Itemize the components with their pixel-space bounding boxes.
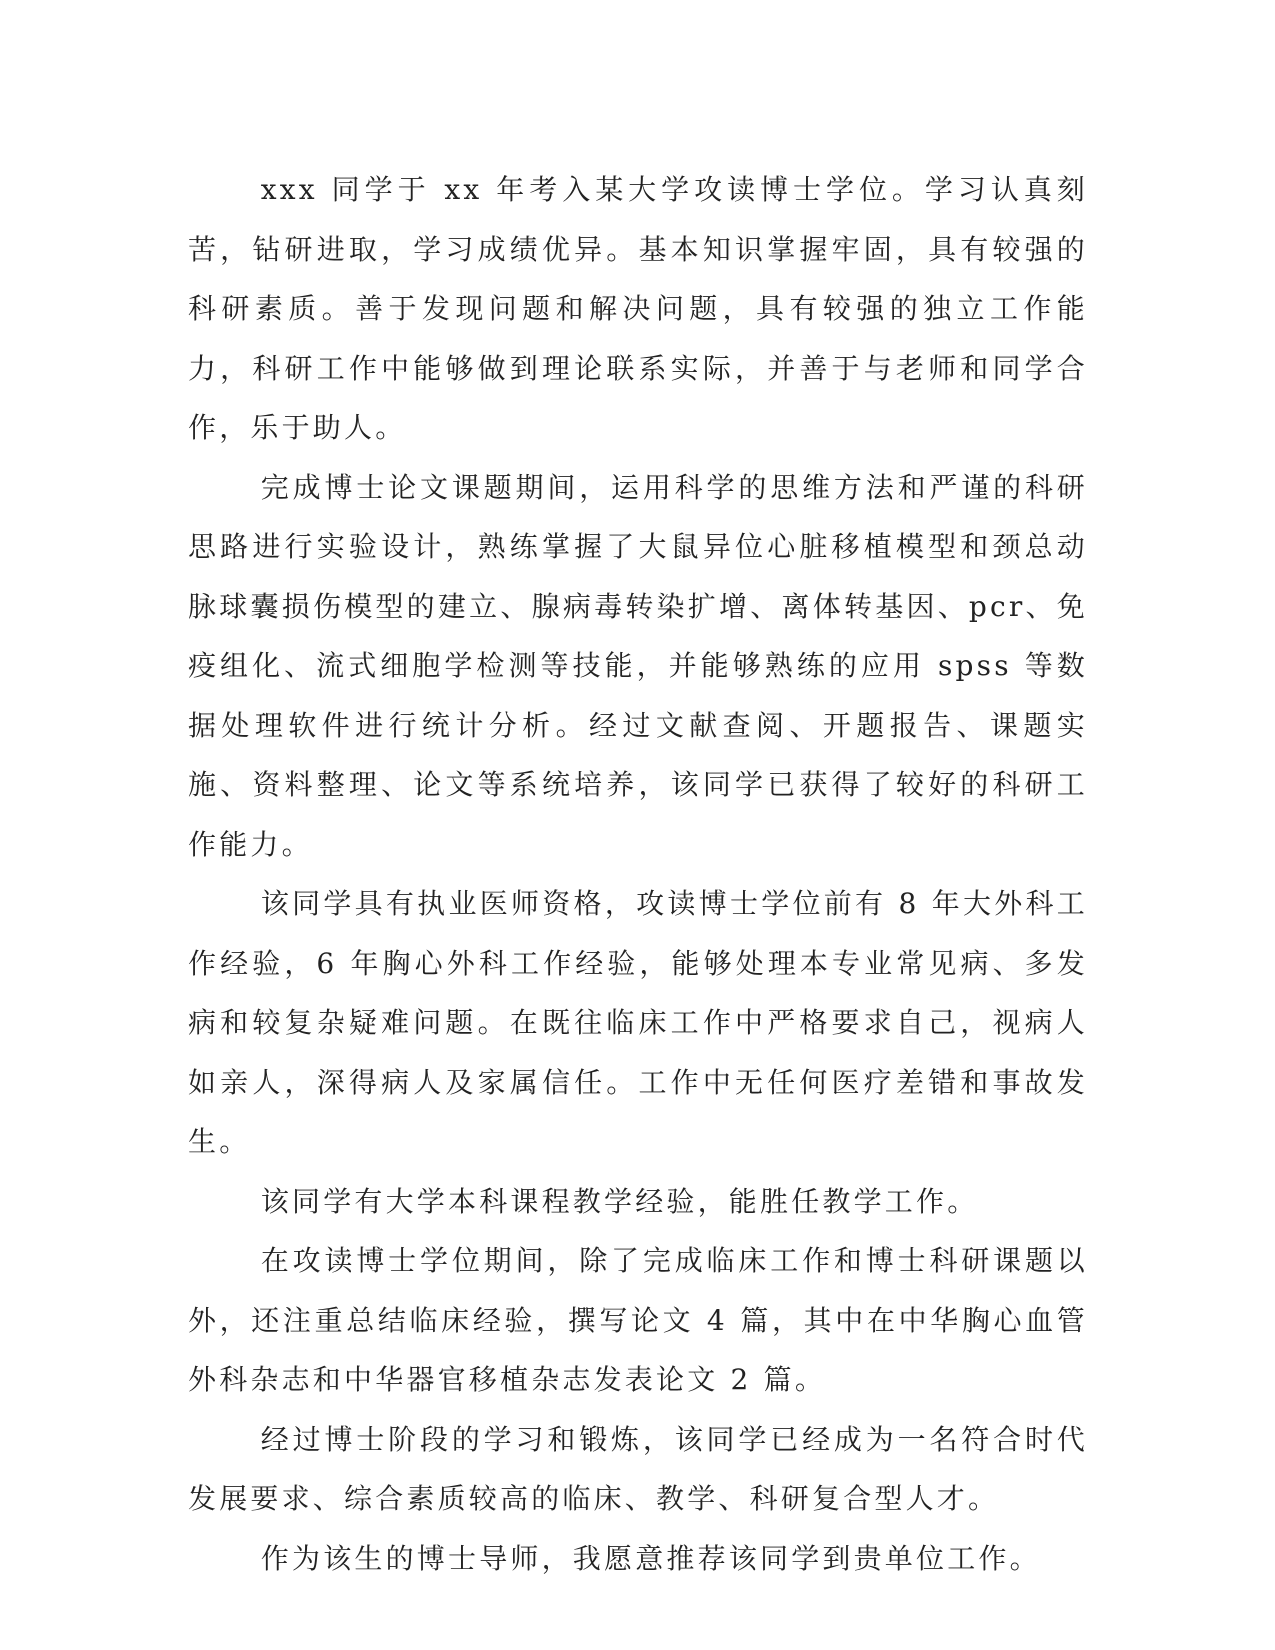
paragraph-clinical-experience: 该同学具有执业医师资格，攻读博士学位前有 8 年大外科工作经验，6 年胸心外科工作经验，能够处理本专业常见病、多发病和较复杂疑难问题。在既往临床工作中严格要求自己，视病人如亲人，深得病人及家属信任。工作中无任何医疗差错和事故发生。 <box>188 887 1088 1158</box>
paragraph-thesis-research: 完成博士论文课题期间，运用科学的思维方法和严谨的科研思路进行实验设计，熟练掌握了大鼠异位心脏移植模型和颈总动脉球囊损伤模型的建立、腺病毒转染扩增、离体转基因、pcr、免疫组化、流式细胞学检测等技能，并能够熟练的应用 spss 等数据处理软件进行统计分析。经过文献查阅、开题报告、课题实施、资料整理、论文等系统培养，该同学已获得了较好的科研工作能力。 <box>188 470 1088 861</box>
paragraph-summary: 经过博士阶段的学习和锻炼，该同学已经成为一名符合时代发展要求、综合素质较高的临床、教学、科研复合型人才。 <box>188 1422 1088 1515</box>
paragraph-recommendation: 作为该生的博士导师，我愿意推荐该同学到贵单位工作。 <box>260 1541 1041 1575</box>
paragraph-academic-performance: xxx 同学于 xx 年考入某大学攻读博士学位。学习认真刻苦，钻研进取，学习成绩优异。基本知识掌握牢固，具有较强的科研素质。善于发现问题和解决问题，具有较强的独立工作能力，科研工作中能够做到理论联系实际，并善于与老师和同学合作，乐于助人。 <box>188 173 1088 444</box>
paragraph-publications: 在攻读博士学位期间，除了完成临床工作和博士科研课题以外，还注重总结临床经验，撰写论文 4 篇，其中在中华胸心血管外科杂志和中华器官移植杂志发表论文 2 篇。 <box>188 1244 1088 1396</box>
paragraph-teaching-experience: 该同学有大学本科课程教学经验，能胜任教学工作。 <box>260 1184 979 1218</box>
recommendation-letter-body <box>188 160 1088 1588</box>
